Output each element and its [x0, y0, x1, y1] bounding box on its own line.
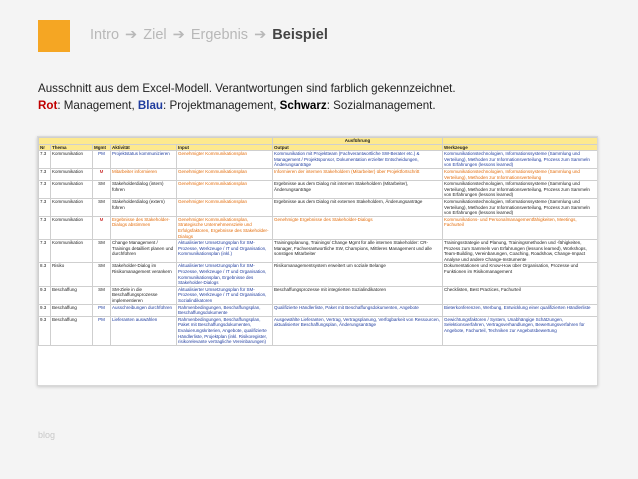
cell-nr[interactable]: 7.3: [39, 168, 51, 180]
cell-aktivitaet[interactable]: Lieferanten auswählen: [111, 316, 177, 345]
excel-table-frame: [37, 136, 598, 386]
cell-werkzeuge[interactable]: Bieterkonferenzen, Werbung, Entwicklung einer qualifizierten Händlerliste: [443, 304, 598, 316]
cell-input[interactable]: Genehmigter Kommunikationsplan: [177, 151, 273, 169]
cell-thema[interactable]: Kommunikation: [51, 151, 93, 169]
group-header-ausfuehrung: Ausführung: [273, 138, 443, 145]
cell-mgmt[interactable]: PM: [93, 316, 111, 345]
cell-thema[interactable]: Kommunikation: [51, 216, 93, 239]
cell-nr[interactable]: 7.3: [39, 240, 51, 263]
intro-line-1: Ausschnitt aus dem Excel-Modell. Verantwortungen sind farblich gekennzeichnet.: [38, 82, 456, 95]
legend-blue-label: Blau: [137, 99, 164, 112]
cell-nr[interactable]: 9.3: [39, 304, 51, 316]
legend-red-text: : Management,: [57, 99, 138, 112]
cell-werkzeuge[interactable]: Trainingsstrategie und Planung, Trainingsmethoden und -fähigkeiten, Prozess zum Sammeln von Erfahrungen (lessons learned), Workshops, Team-Building, Vereinbarungen, Coaching, Roadshow, Change-Impact Analyse und andere Change-Instrumente: [443, 240, 598, 263]
cell-mgmt[interactable]: SM: [93, 240, 111, 263]
table-row[interactable]: [39, 168, 598, 180]
intro-line-2: [38, 97, 456, 114]
table-header-row: [39, 144, 598, 151]
breadcrumb: [90, 27, 328, 43]
arrow-right-icon: ➔: [172, 27, 185, 43]
legend-black-label: Schwarz: [279, 99, 327, 112]
cell-mgmt[interactable]: M: [93, 168, 111, 180]
arrow-right-icon: ➔: [254, 27, 267, 43]
cell-mgmt[interactable]: PM: [93, 304, 111, 316]
cell-aktivitaet[interactable]: Ausschreibungen durchführen: [111, 304, 177, 316]
cell-werkzeuge[interactable]: Checklisten, Best Practices, Fachurteil: [443, 286, 598, 304]
cell-mgmt[interactable]: SM: [93, 263, 111, 286]
cell-mgmt[interactable]: M: [93, 216, 111, 239]
cell-input[interactable]: Rahmenbedingungen, Beschaffungsplan, Paket mit Beschaffungsdokumenten, Evaluierungskriterien, Angebote, qualifizierte Händlerliste, Projektplan (inkl. Risikoregister, risikorelevante vertragliche Vereinbarungen): [177, 316, 273, 345]
cell-output[interactable]: Risikomanagementsystem erweitert um soziale Belange: [273, 263, 443, 286]
cell-werkzeuge[interactable]: Kommunikationstechnologien, Informationssysteme (Sammlung und Verteilung), Methoden zur Informationsverteilung, Prozess zum Sammeln von Erfahrungen (lessons learned): [443, 181, 598, 199]
table-row[interactable]: [39, 181, 598, 199]
cell-aktivitaet[interactable]: Stakeholder-Dialog im Risikomanagement verankern: [111, 263, 177, 286]
cell-werkzeuge[interactable]: Kommunikationstechnologien, Informationssysteme (Sammlung und Verteilung), Methoden zur Informationsverteilung, Prozess zum Sammeln von Erfahrungen (lessons learned): [443, 198, 598, 216]
col-header-input[interactable]: Input: [177, 144, 273, 151]
cell-nr[interactable]: 7.3: [39, 181, 51, 199]
cell-werkzeuge[interactable]: Kommunikationstechnologien, Informationssysteme (Sammlung und Verteilung), Methoden zur Informationsverteilung: [443, 168, 598, 180]
breadcrumb-item-intro[interactable]: Intro: [90, 27, 120, 43]
cell-werkzeuge[interactable]: Kommunikations- und Personalmanagementfähigkeiten, Meetings, Fachurteil: [443, 216, 598, 239]
cell-input[interactable]: Genehmigter Kommunikationsplan: [177, 168, 273, 180]
cell-output[interactable]: Genehmigte Ergebnisse des Stakeholder-Dialogs: [273, 216, 443, 239]
col-header-aktivitaet[interactable]: Aktivität: [111, 144, 177, 151]
cell-thema[interactable]: Kommunikation: [51, 198, 93, 216]
table-body: [39, 151, 598, 346]
cell-thema[interactable]: Kommunikation: [51, 240, 93, 263]
breadcrumb-item-ziel[interactable]: Ziel: [143, 27, 167, 43]
col-header-nr[interactable]: Nr: [39, 144, 51, 151]
cell-input[interactable]: Aktualisierter Umsetzungsplan für SM-Prozesse, Werkzeuge / IT und Organisation, Sozialindikatoren: [177, 286, 273, 304]
cell-nr[interactable]: 7.3: [39, 216, 51, 239]
legend-blue-text: : Projektmanagement,: [163, 99, 280, 112]
cell-thema[interactable]: Beschaffung: [51, 286, 93, 304]
cell-output[interactable]: Kommunikation mit Projektteam (Fachverantwortliche SW-Berater etc.) & Management / Projektsponsor, Dokumentation erzielter Entscheidungen, Änderungsanträge: [273, 151, 443, 169]
excel-table: [38, 137, 598, 346]
cell-aktivitaet[interactable]: Projektstatus kommunizieren: [111, 151, 177, 169]
footer-label: blog: [38, 430, 56, 440]
cell-aktivitaet[interactable]: Mitarbeiter informieren: [111, 168, 177, 180]
legend-black-text: : Sozialmanagement.: [326, 99, 436, 112]
table-row[interactable]: [39, 286, 598, 304]
cell-werkzeuge[interactable]: Gewichtungsfaktoren / System, Unabhängige Schätzungen, Selektionsverfahren, Vertragsverhandlungen, Bewertungsverfahren für Angebote, Fachurteil, Techniken zur Angebotsbewertung: [443, 316, 598, 345]
table-row[interactable]: [39, 316, 598, 345]
cell-nr[interactable]: 7.3: [39, 151, 51, 169]
cell-aktivitaet[interactable]: SM-Ziele in die Beschaffungsprozesse implementieren: [111, 286, 177, 304]
intro-text: [38, 80, 456, 114]
cell-output[interactable]: Informieren der internen Stakeholdern (Mitarbeiter) über Projektfortschritt: [273, 168, 443, 180]
cell-output[interactable]: Ergebnisse aus dem Dialog mit internen Stakeholdern (Mitarbeiter), Änderungsanträge: [273, 181, 443, 199]
col-header-werkzeuge[interactable]: Werkzeuge: [443, 144, 598, 151]
table-row[interactable]: [39, 263, 598, 286]
cell-mgmt[interactable]: PM: [93, 151, 111, 169]
cell-nr[interactable]: 9.3: [39, 316, 51, 345]
cell-input[interactable]: Rahmenbedingungen, Beschaffungsplan, Beschaffungsdokumente: [177, 304, 273, 316]
cell-output[interactable]: Ausgewählte Lieferanten, Vertrag, Vertragsplanung, Verfügbarkeit von Ressourcen, aktualisierter Beschaffungsplan, Änderungsanträge: [273, 316, 443, 345]
cell-thema[interactable]: Kommunikation: [51, 181, 93, 199]
cell-mgmt[interactable]: SM: [93, 181, 111, 199]
cell-output[interactable]: Ergebnisse aus dem Dialog mit externen Stakeholdern, Änderungsanträge: [273, 198, 443, 216]
cell-thema[interactable]: Risiko: [51, 263, 93, 286]
cell-output[interactable]: Trainingsplanung, Trainings/ Change Mgmt für alle internen Stakeholder: CR-Manager, Fachverantwortliche SW, Champions, Mittleres Management und alle sonstigen Mitarbeiter: [273, 240, 443, 263]
cell-aktivitaet[interactable]: Ergebnisse des Stakeholder-Dialogs abstimmen: [111, 216, 177, 239]
cell-thema[interactable]: Kommunikation: [51, 168, 93, 180]
cell-nr[interactable]: 9.3: [39, 286, 51, 304]
group-header-empty: [39, 138, 273, 145]
arrow-right-icon: ➔: [125, 27, 138, 43]
cell-thema[interactable]: Beschaffung: [51, 304, 93, 316]
legend-red-label: Rot: [38, 99, 58, 112]
table-row[interactable]: [39, 198, 598, 216]
cell-nr[interactable]: 8.3: [39, 263, 51, 286]
cell-mgmt[interactable]: SM: [93, 286, 111, 304]
cell-output[interactable]: Beschaffungsprozesse mit integrierten Sozialindikatoren: [273, 286, 443, 304]
cell-aktivitaet[interactable]: Stakeholderdialog (extern) führen: [111, 198, 177, 216]
cell-werkzeuge[interactable]: Dokumentationen und Know-How über Organisation, Prozesse und Funktionen im Risikomanagement: [443, 263, 598, 286]
cell-mgmt[interactable]: SM: [93, 198, 111, 216]
col-header-output[interactable]: Output: [273, 144, 443, 151]
cell-input[interactable]: Aktualisierter Umsetzungsplan für SM-Prozesse, Werkzeuge / IT und Organisation, Kommunikationsplan (inkl.): [177, 240, 273, 263]
cell-output[interactable]: Qualifizierte Händlerliste, Paket mit Beschaffungsdokumenten, Angebote: [273, 304, 443, 316]
cell-aktivitaet[interactable]: Change Management / Trainings detailliert planen und durchführen: [111, 240, 177, 263]
table-group-header-row: [39, 138, 598, 145]
table-row[interactable]: [39, 240, 598, 263]
cell-input[interactable]: Genehmigter Kommunikationsplan: [177, 198, 273, 216]
cell-input[interactable]: Aktualisierter Umsetzungsplan für SM-Prozesse, Werkzeuge / IT und Organisation, Kommunikationsplan, Ergebnisse des Stakeholder-Dialogs: [177, 263, 273, 286]
breadcrumb-current: Beispiel: [272, 27, 328, 43]
cell-aktivitaet[interactable]: Stakeholderdialog (intern) führen: [111, 181, 177, 199]
table-row[interactable]: [39, 151, 598, 169]
table-row[interactable]: [39, 304, 598, 316]
table-row[interactable]: [39, 216, 598, 239]
group-header-empty-2: [443, 138, 598, 145]
cell-input[interactable]: Genehmigter Kommunikationsplan, Strategische Unternehmensziele und Erfolgsfaktoren, Ergebnisse des Stakeholder-Dialogs: [177, 216, 273, 239]
breadcrumb-item-ergebnis[interactable]: Ergebnis: [190, 27, 249, 43]
cell-input[interactable]: Genehmigter Kommunikationsplan: [177, 181, 273, 199]
cell-werkzeuge[interactable]: Kommunikationstechnologien, Informationssysteme (Sammlung und Verteilung), Methoden zur Informationsverteilung, Prozess zum Sammeln von Erfahrungen (lessons learned): [443, 151, 598, 169]
accent-square: [38, 20, 70, 52]
cell-nr[interactable]: 7.3: [39, 198, 51, 216]
cell-thema[interactable]: Beschaffung: [51, 316, 93, 345]
col-header-mgmt[interactable]: Mgmt: [93, 144, 111, 151]
col-header-thema[interactable]: Thema: [51, 144, 93, 151]
